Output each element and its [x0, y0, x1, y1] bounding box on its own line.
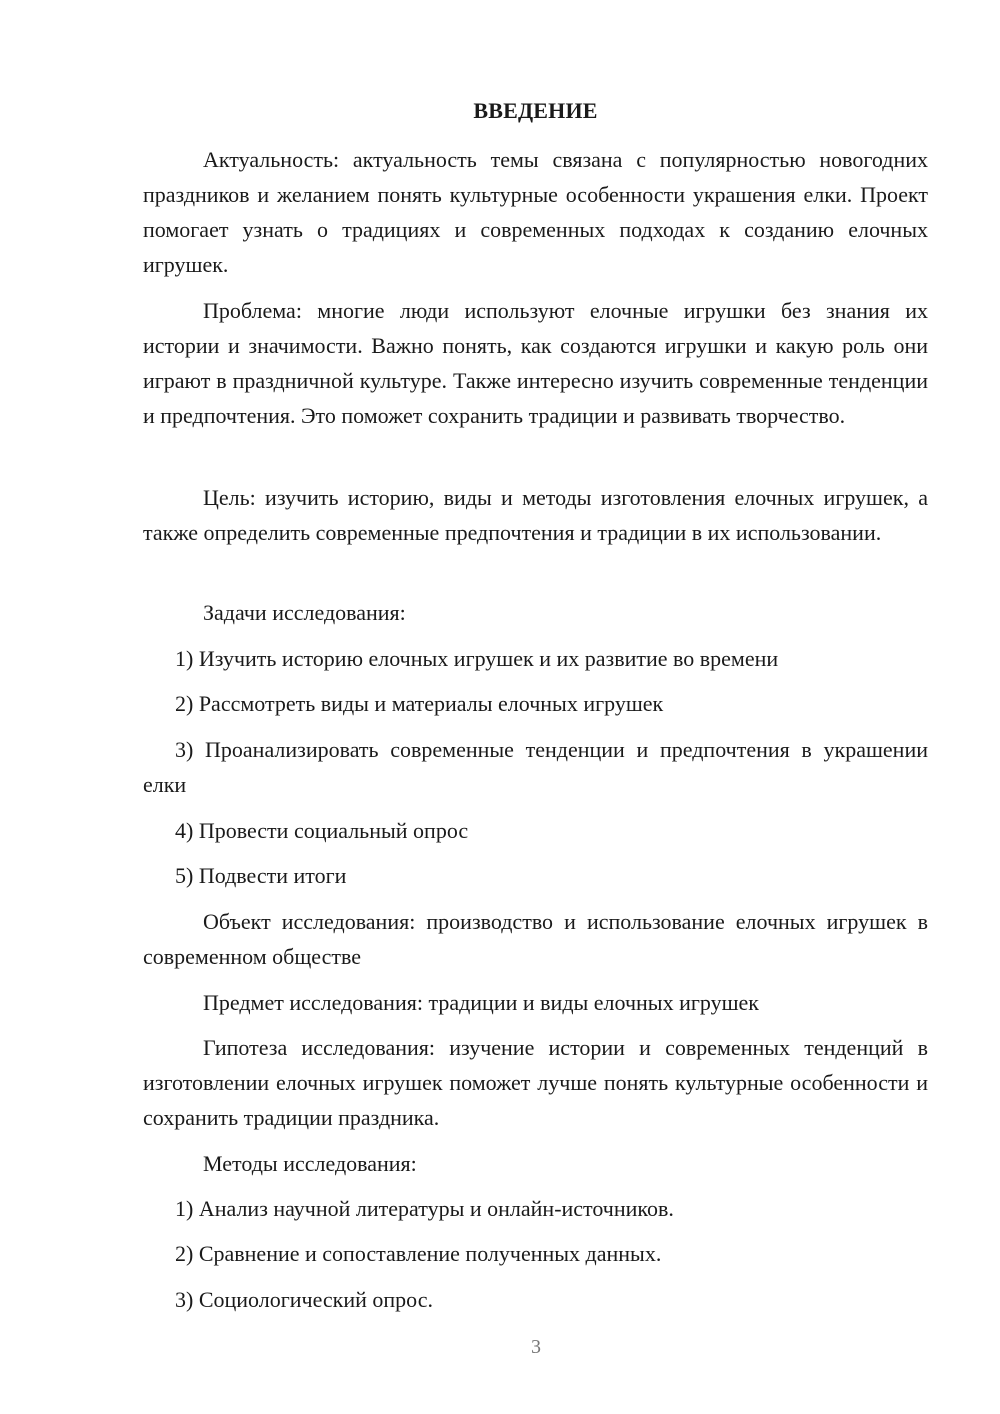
- task-item-5: 5) Подвести итоги: [175, 863, 347, 888]
- task-item-4: 4) Провести социальный опрос: [175, 818, 469, 843]
- task-item-1: 1) Изучить историю елочных игрушек и их развитие во времени: [175, 646, 779, 671]
- page-number: 3: [531, 1336, 541, 1358]
- task-item-2: 2) Рассмотреть виды и материалы елочных игрушек: [175, 691, 664, 716]
- hypothesis-paragraph: Гипотеза исследования: изучение истории и современных тенденций в изготовлении елочных игрушек поможет лучше понять культурные особенности и сохранить традиции праздника.: [143, 1035, 928, 1130]
- methods-heading: Методы исследования:: [203, 1151, 417, 1176]
- section-title: ВВЕДЕНИЕ: [473, 98, 598, 123]
- task-item-3: 3) Проанализировать современные тенденции и предпочтения в украшении елки: [143, 737, 928, 797]
- method-item-3: 3) Социологический опрос.: [175, 1287, 433, 1312]
- relevance-paragraph: Актуальность: актуальность темы связана с популярностью новогодних праздников и желанием понять культурные особенности украшения елки. Проект помогает узнать о традициях и современных подходах к созданию елочных игрушек.: [143, 147, 928, 277]
- goal-paragraph: Цель: изучить историю, виды и методы изготовления елочных игрушек, а также определить современные предпочтения и традиции в их использовании.: [143, 485, 928, 545]
- object-paragraph: Объект исследования: производство и использование елочных игрушек в современном обществе: [143, 909, 928, 969]
- subject-paragraph: Предмет исследования: традиции и виды елочных игрушек: [203, 990, 759, 1015]
- problem-paragraph: Проблема: многие люди используют елочные игрушки без знания их истории и значимости. Важно понять, как создаются игрушки и какую роль они играют в праздничной культуре. Также интересно изучить современные тенденции и предпочтения. Это поможет сохранить традиции и развивать творчество.: [143, 298, 928, 428]
- method-item-2: 2) Сравнение и сопоставление полученных данных.: [175, 1241, 662, 1266]
- method-item-1: 1) Анализ научной литературы и онлайн-источников.: [175, 1196, 674, 1221]
- tasks-heading: Задачи исследования:: [203, 600, 406, 625]
